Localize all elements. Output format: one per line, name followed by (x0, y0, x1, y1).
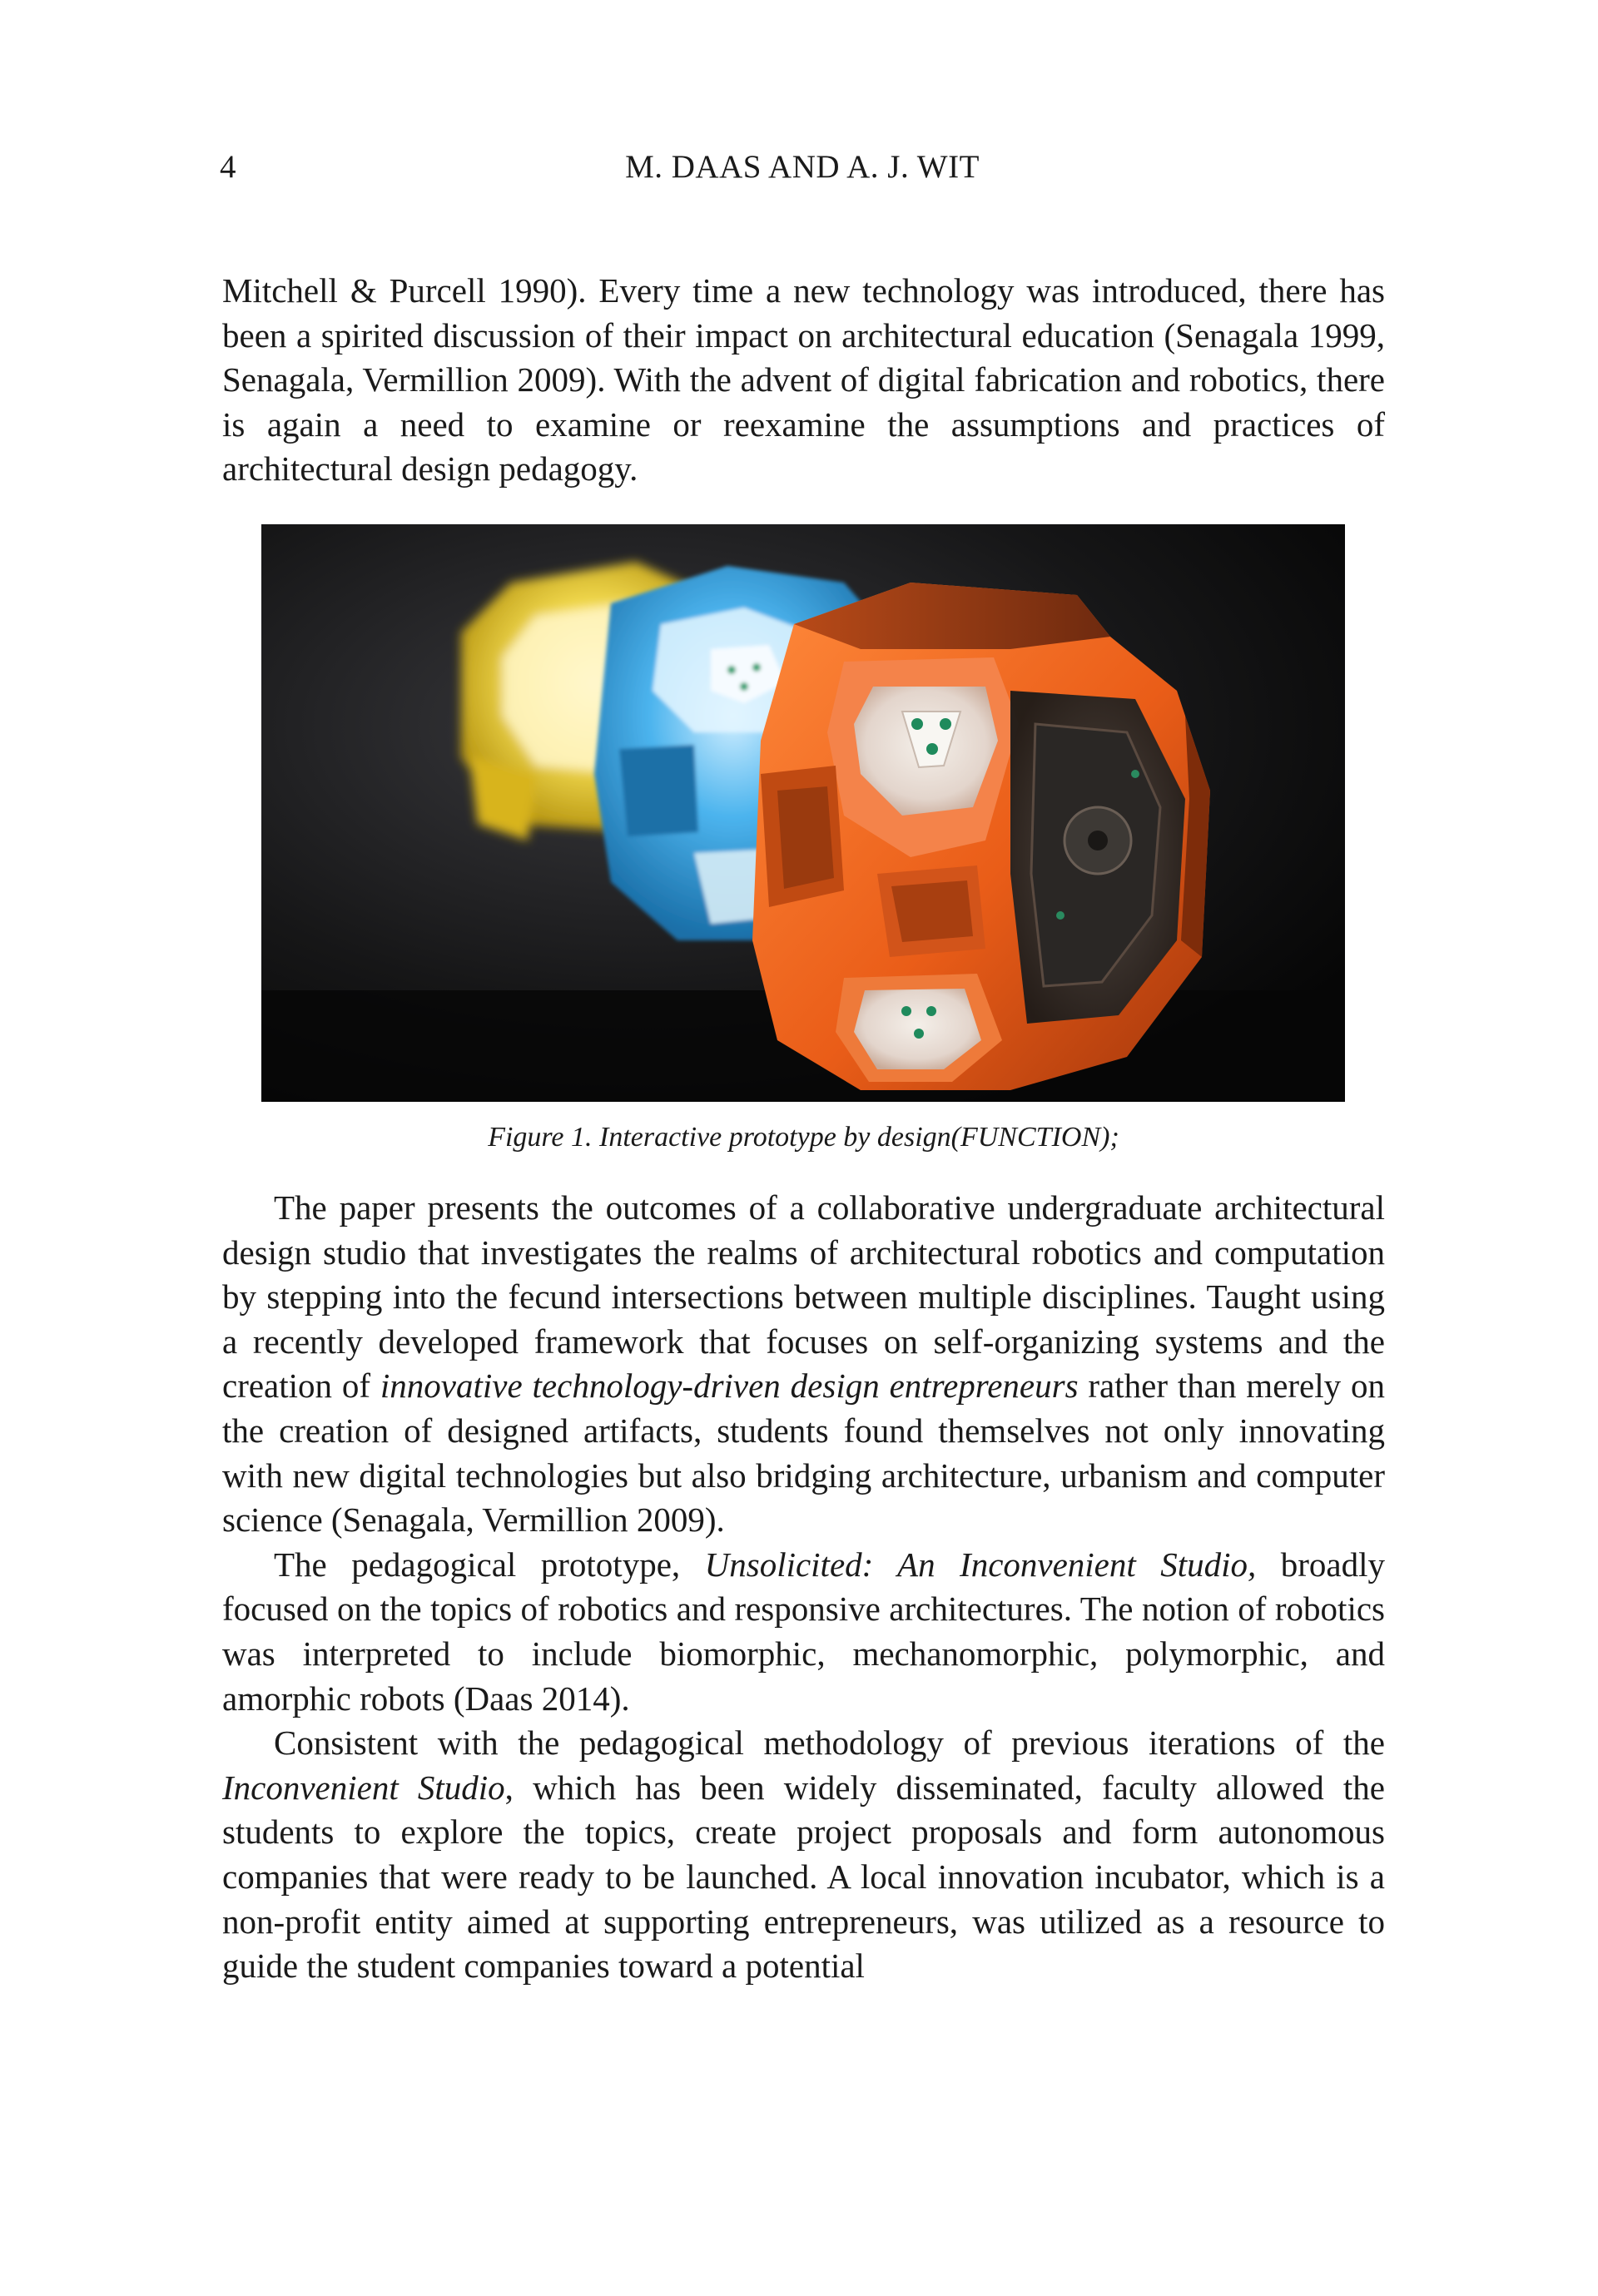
emphasis-run: innovative technology-driven design entrepreneurs (380, 1366, 1079, 1406)
intro-paragraph: Mitchell & Purcell 1990). Every time a new technology was introduced, there has been a spirited discussion of their impact on architectural education (Senagala 1999, Senagala, Vermillion 2009). With the advent of digital fabrication and robotics, there is again a need to examine or reexamine the assumptions and practices of architectural design pedagogy. (222, 271, 1385, 488)
paragraph-methodology (222, 1721, 1385, 1989)
figure-caption: Figure 1. Interactive prototype by design(FUNCTION); (488, 1122, 1119, 1153)
text-run: The pedagogical prototype, (274, 1545, 705, 1584)
intro-text-block (222, 269, 1385, 492)
emphasis-run: Inconvenient Studio (222, 1768, 505, 1807)
running-head (220, 146, 1385, 188)
text-run: , which has been widely disseminated, faculty allowed the students to explore the topics, create project proposals and form autonomous companies that were ready to be launched. A local innovation incubator, which is a non-profit entity aimed at supporting entrepreneurs, was utilized as a resource to guide the student companies toward a potential (222, 1768, 1385, 1986)
paragraph-pedagogical-prototype (222, 1543, 1385, 1721)
text-run: Consistent with the pedagogical methodology of previous iterations of the (274, 1723, 1385, 1763)
emphasis-run: Unsolicited: An Inconvenient Studio, (704, 1545, 1257, 1584)
text-run: The paper presents the outcomes of a collaborative undergraduate architectural design studio that investigates the realms of architectural robotics and computation by stepping into the fecund intersections between multiple disciplines. Taught using a recently developed framework that focuses on self-organizing systems and the creation of (222, 1188, 1385, 1406)
page-number: 4 (220, 149, 236, 185)
text-run: broadly focused on the topics of robotics and responsive architectures. The notion of robotics was interpreted to include biomorphic, mechanomorphic, polymorphic, and amorphic robots (Daas 2014). (222, 1545, 1385, 1718)
running-title: M. DAAS AND A. J. WIT (625, 149, 980, 185)
figure-photo (261, 524, 1345, 1102)
paragraph-studio-outcomes (222, 1186, 1385, 1543)
body-text-block (222, 1186, 1385, 1989)
robotic-modules-illustration (261, 524, 1345, 1102)
text-run: rather than merely on the creation of designed artifacts, students found themselves not only innovating with new digital technologies but also bridging architecture, urbanism and computer science (Senagala, Vermillion 2009). (222, 1366, 1386, 1540)
